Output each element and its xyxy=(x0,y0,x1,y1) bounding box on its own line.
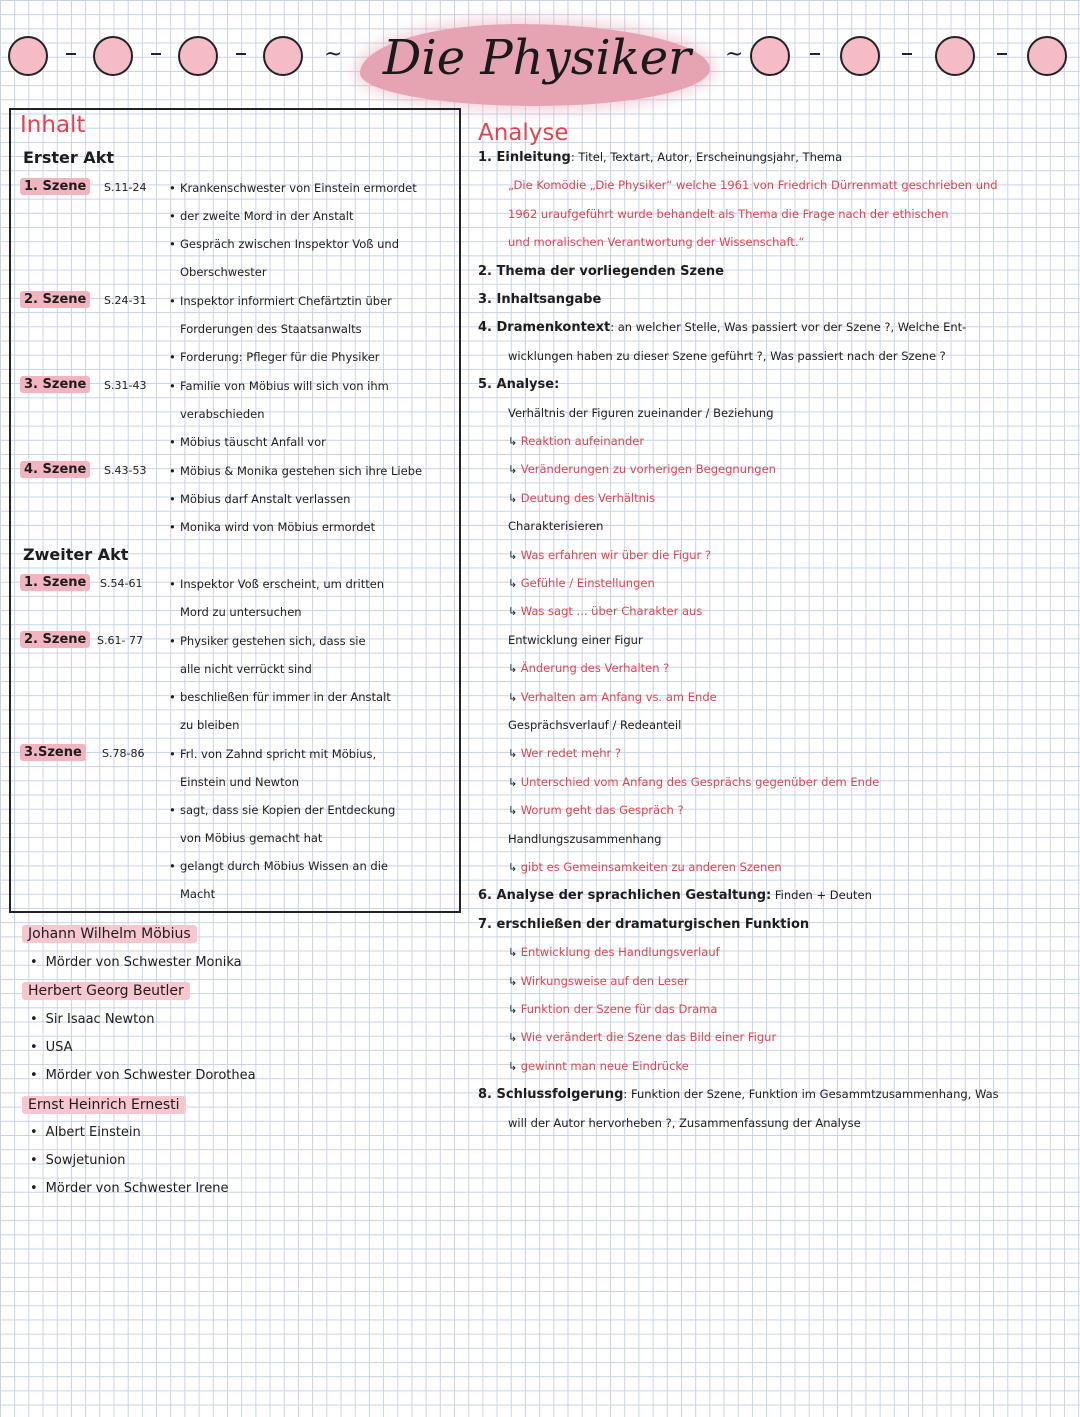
analyse-step-title: 5. Analyse: xyxy=(478,377,560,393)
arrow-icon: ↳ xyxy=(508,690,521,704)
character-detail: • Sir Isaac Newton xyxy=(30,1012,154,1027)
scene-pages: S.24-31 xyxy=(104,294,147,307)
analyse-line: Gesprächsverlauf / Redeanteil xyxy=(508,718,682,732)
dash-deco xyxy=(997,53,1007,55)
scene-label: 3. Szene xyxy=(20,376,90,393)
analyse-step-detail: Finden + Deuten xyxy=(771,888,872,903)
analyse-step-title: 4. Dramenkontext xyxy=(478,320,611,336)
analyse-step xyxy=(478,320,966,335)
arrow-icon: ↳ xyxy=(508,1003,521,1016)
analyse-subpoint xyxy=(508,1030,776,1044)
act-title: Zweiter Akt xyxy=(23,545,129,564)
scene-line: • Inspektor informiert Chefärtztin über xyxy=(180,294,392,308)
analyse-step xyxy=(478,377,559,392)
dash-deco xyxy=(810,53,820,55)
analyse-step-title: 1. Einleitung xyxy=(478,150,571,165)
analyse-subpoint-text: Änderung des Verhalten ? xyxy=(520,661,670,676)
analyse-subpoint-text: gewinnt man neue Eindrücke xyxy=(520,1058,689,1073)
scene-line: • Physiker gestehen sich, dass sie xyxy=(180,634,366,648)
analyse-subpoint-text: Veränderungen zu vorherigen Begegnungen xyxy=(520,462,776,477)
scene-label: 2. Szene xyxy=(20,631,90,648)
analyse-subpoint xyxy=(508,746,621,760)
character-detail: • Albert Einstein xyxy=(30,1125,141,1140)
arrow-icon: ↳ xyxy=(508,662,521,676)
analyse-subpoint xyxy=(508,548,711,562)
scene-line: • Frl. von Zahnd spricht mit Möbius, xyxy=(180,747,376,761)
scene-pages: S.11-24 xyxy=(104,181,147,194)
analyse-subpoint-text: Was erfahren wir über die Figur ? xyxy=(520,547,712,562)
analyse-line: Charakterisieren xyxy=(508,519,604,534)
tilde-deco: ~ xyxy=(324,42,343,67)
scene-line: • Möbius darf Anstalt verlassen xyxy=(180,492,350,506)
analyse-line: Handlungszusammenhang xyxy=(508,831,662,846)
analyse-step xyxy=(478,1087,999,1102)
circle-deco xyxy=(935,36,975,76)
scene-line: Forderungen des Staatsanwalts xyxy=(180,322,362,336)
arrow-icon: ↳ xyxy=(508,974,521,988)
scene-pages: S.61- 77 xyxy=(97,634,143,647)
dash-deco xyxy=(236,53,246,55)
analyse-subpoint xyxy=(508,945,720,959)
scene-label: 2. Szene xyxy=(20,291,90,308)
arrow-icon: ↳ xyxy=(508,946,521,960)
arrow-icon: ↳ xyxy=(508,577,521,590)
arrow-icon: ↳ xyxy=(508,747,521,761)
scene-line: alle nicht verrückt sind xyxy=(180,662,312,676)
scene-line: • sagt, dass sie Kopien der Entdeckung xyxy=(180,803,395,817)
arrow-icon: ↳ xyxy=(508,1031,521,1045)
circle-deco xyxy=(840,36,880,76)
analyse-subpoint-text: Wirkungsweise auf den Leser xyxy=(520,973,689,988)
scene-line: • Forderung: Pfleger für die Physiker xyxy=(180,350,380,364)
inhalt-box xyxy=(9,108,461,913)
scene-line: • Gespräch zwischen Inspektor Voß und xyxy=(180,237,399,251)
scene-line: verabschieden xyxy=(180,407,265,421)
analyse-example-line: 1962 uraufgeführt wurde behandelt als Thema die Frage nach der ethischen xyxy=(508,206,949,221)
analyse-subpoint-text: Wer redet mehr ? xyxy=(520,746,622,761)
analyse-subpoint-text: Wie verändert die Szene das Bild einer Figur xyxy=(520,1030,777,1045)
scene-pages: S.78-86 xyxy=(102,747,145,760)
analyse-subpoint xyxy=(508,1002,717,1016)
analyse-subpoint xyxy=(508,803,684,817)
character-name: Herbert Georg Beutler xyxy=(22,982,190,1000)
analyse-subpoint xyxy=(508,1059,689,1073)
scene-line: zu bleiben xyxy=(180,718,240,732)
arrow-icon: ↳ xyxy=(508,775,521,789)
analyse-subpoint xyxy=(508,974,689,988)
analyse-subpoint xyxy=(508,775,879,789)
scene-pages: S.31-43 xyxy=(104,379,147,392)
analyse-subpoint-text: Verhalten am Anfang vs. am Ende xyxy=(520,689,717,704)
scene-line: • Monika wird von Möbius ermordet xyxy=(180,520,375,534)
analyse-subpoint-text: Worum geht das Gespräch ? xyxy=(520,803,684,818)
arrow-icon: ↳ xyxy=(508,1059,521,1073)
dash-deco xyxy=(151,53,161,55)
analyse-subpoint-text: Reaktion aufeinander xyxy=(520,434,645,448)
analyse-step-title: 2. Thema der vorliegenden Szene xyxy=(478,263,724,279)
analyse-subpoint-text: Funktion der Szene für das Drama xyxy=(520,1002,718,1016)
scene-line: • Möbius & Monika gestehen sich ihre Liebe xyxy=(180,464,422,478)
analyse-step-detail: : an welcher Stelle, Was passiert vor der Szene ?, Welche Ent- xyxy=(610,320,967,335)
analyse-subpoint xyxy=(508,690,717,704)
dash-deco xyxy=(66,53,76,55)
scene-line: • der zweite Mord in der Anstalt xyxy=(180,209,353,223)
analyse-subpoint-text: Entwicklung des Handlungsverlauf xyxy=(520,945,720,960)
character-name: Ernst Heinrich Ernesti xyxy=(22,1096,186,1114)
analyse-subpoint xyxy=(508,576,655,590)
character-name: Johann Wilhelm Möbius xyxy=(22,925,197,943)
circle-deco xyxy=(750,36,790,76)
scene-label: 1. Szene xyxy=(20,178,90,195)
scene-line: • Inspektor Voß erscheint, um dritten xyxy=(180,577,384,591)
act-title: Erster Akt xyxy=(23,148,114,167)
character-detail: • Sowjetunion xyxy=(30,1153,126,1168)
analyse-step-detail: : Funktion der Szene, Funktion im Gesammtzusammenhang, Was xyxy=(623,1087,999,1102)
inhalt-heading: Inhalt xyxy=(20,112,86,138)
scene-line: • Familie von Möbius will sich von ihm xyxy=(180,379,389,393)
arrow-icon: ↳ xyxy=(508,804,521,818)
scene-label: 4. Szene xyxy=(20,461,90,478)
analyse-subpoint xyxy=(508,462,776,476)
analyse-subpoint xyxy=(508,860,782,874)
analyse-example-line: und moralischen Verantwortung der Wissenschaft.“ xyxy=(508,235,805,250)
scene-line: Oberschwester xyxy=(180,265,267,279)
circle-deco xyxy=(93,36,133,76)
analyse-step-title: 6. Analyse der sprachlichen Gestaltung: xyxy=(478,888,772,904)
circle-deco xyxy=(1027,36,1067,76)
analyse-subpoint xyxy=(508,604,702,618)
scene-line: von Möbius gemacht hat xyxy=(180,831,323,845)
analyse-line: will der Autor hervorheben ?, Zusammenfassung der Analyse xyxy=(508,1115,861,1130)
analyse-example-line: „Die Komödie „Die Physiker“ welche 1961 von Friedrich Dürrenmatt geschrieben und xyxy=(508,178,998,193)
circle-deco xyxy=(178,36,218,76)
analyse-line: wicklungen haben zu dieser Szene geführt ?, Was passiert nach der Szene ? xyxy=(508,348,946,363)
scene-line: Mord zu untersuchen xyxy=(180,605,302,619)
analyse-step-title: 3. Inhaltsangabe xyxy=(478,292,602,307)
analyse-subpoint-text: Was sagt ... über Charakter aus xyxy=(520,604,703,619)
analyse-subpoint-text: Gefühle / Einstellungen xyxy=(520,576,655,590)
scene-line: • gelangt durch Möbius Wissen an die xyxy=(180,859,388,873)
analyse-subpoint xyxy=(508,491,655,505)
analyse-step xyxy=(478,264,724,279)
arrow-icon: ↳ xyxy=(508,491,521,505)
character-detail: • Mörder von Schwester Monika xyxy=(30,955,242,970)
arrow-icon: ↳ xyxy=(508,435,521,448)
analyse-step-title: 7. erschließen der dramaturgischen Funktion xyxy=(478,916,810,932)
scene-line: • beschließen für immer in der Anstalt xyxy=(180,690,391,704)
arrow-icon: ↳ xyxy=(508,548,521,562)
scene-line: Macht xyxy=(180,887,216,901)
circle-deco xyxy=(8,36,48,76)
scene-label: 3.Szene xyxy=(20,744,86,761)
analyse-line: Entwicklung einer Figur xyxy=(508,632,643,647)
analyse-step xyxy=(478,888,872,903)
scene-pages: S.54-61 xyxy=(100,577,143,590)
scene-line: • Möbius täuscht Anfall vor xyxy=(180,435,326,449)
page-title: Die Physiker xyxy=(382,30,692,86)
scene-label: 1. Szene xyxy=(20,574,90,591)
scene-line: Einstein und Newton xyxy=(180,775,299,789)
character-detail: • Mörder von Schwester Irene xyxy=(30,1181,228,1196)
arrow-icon: ↳ xyxy=(508,861,521,874)
analyse-step-detail: : Titel, Textart, Autor, Erscheinungsjahr, Thema xyxy=(570,150,843,164)
analyse-heading: Analyse xyxy=(478,120,569,146)
character-detail: • Mörder von Schwester Dorothea xyxy=(30,1068,256,1083)
analyse-line: Verhältnis der Figuren zueinander / Beziehung xyxy=(508,405,774,420)
arrow-icon: ↳ xyxy=(508,463,521,477)
analyse-step xyxy=(478,917,809,932)
analyse-subpoint-text: gibt es Gemeinsamkeiten zu anderen Szenen xyxy=(520,860,782,874)
analyse-step xyxy=(478,292,601,307)
analyse-subpoint-text: Deutung des Verhältnis xyxy=(520,490,656,505)
circle-deco xyxy=(263,36,303,76)
arrow-icon: ↳ xyxy=(508,605,521,619)
dash-deco xyxy=(902,53,912,55)
analyse-step xyxy=(478,150,842,165)
analyse-subpoint xyxy=(508,434,644,448)
analyse-subpoint-text: Unterschied vom Anfang des Gesprächs gegenüber dem Ende xyxy=(520,774,880,789)
tilde-deco: ~ xyxy=(725,42,744,67)
scene-line: • Krankenschwester von Einstein ermordet xyxy=(180,181,417,195)
scene-pages: S.43-53 xyxy=(104,464,147,477)
analyse-step-title: 8. Schlussfolgerung xyxy=(478,1087,624,1103)
analyse-subpoint xyxy=(508,661,669,675)
character-detail: • USA xyxy=(30,1040,73,1055)
